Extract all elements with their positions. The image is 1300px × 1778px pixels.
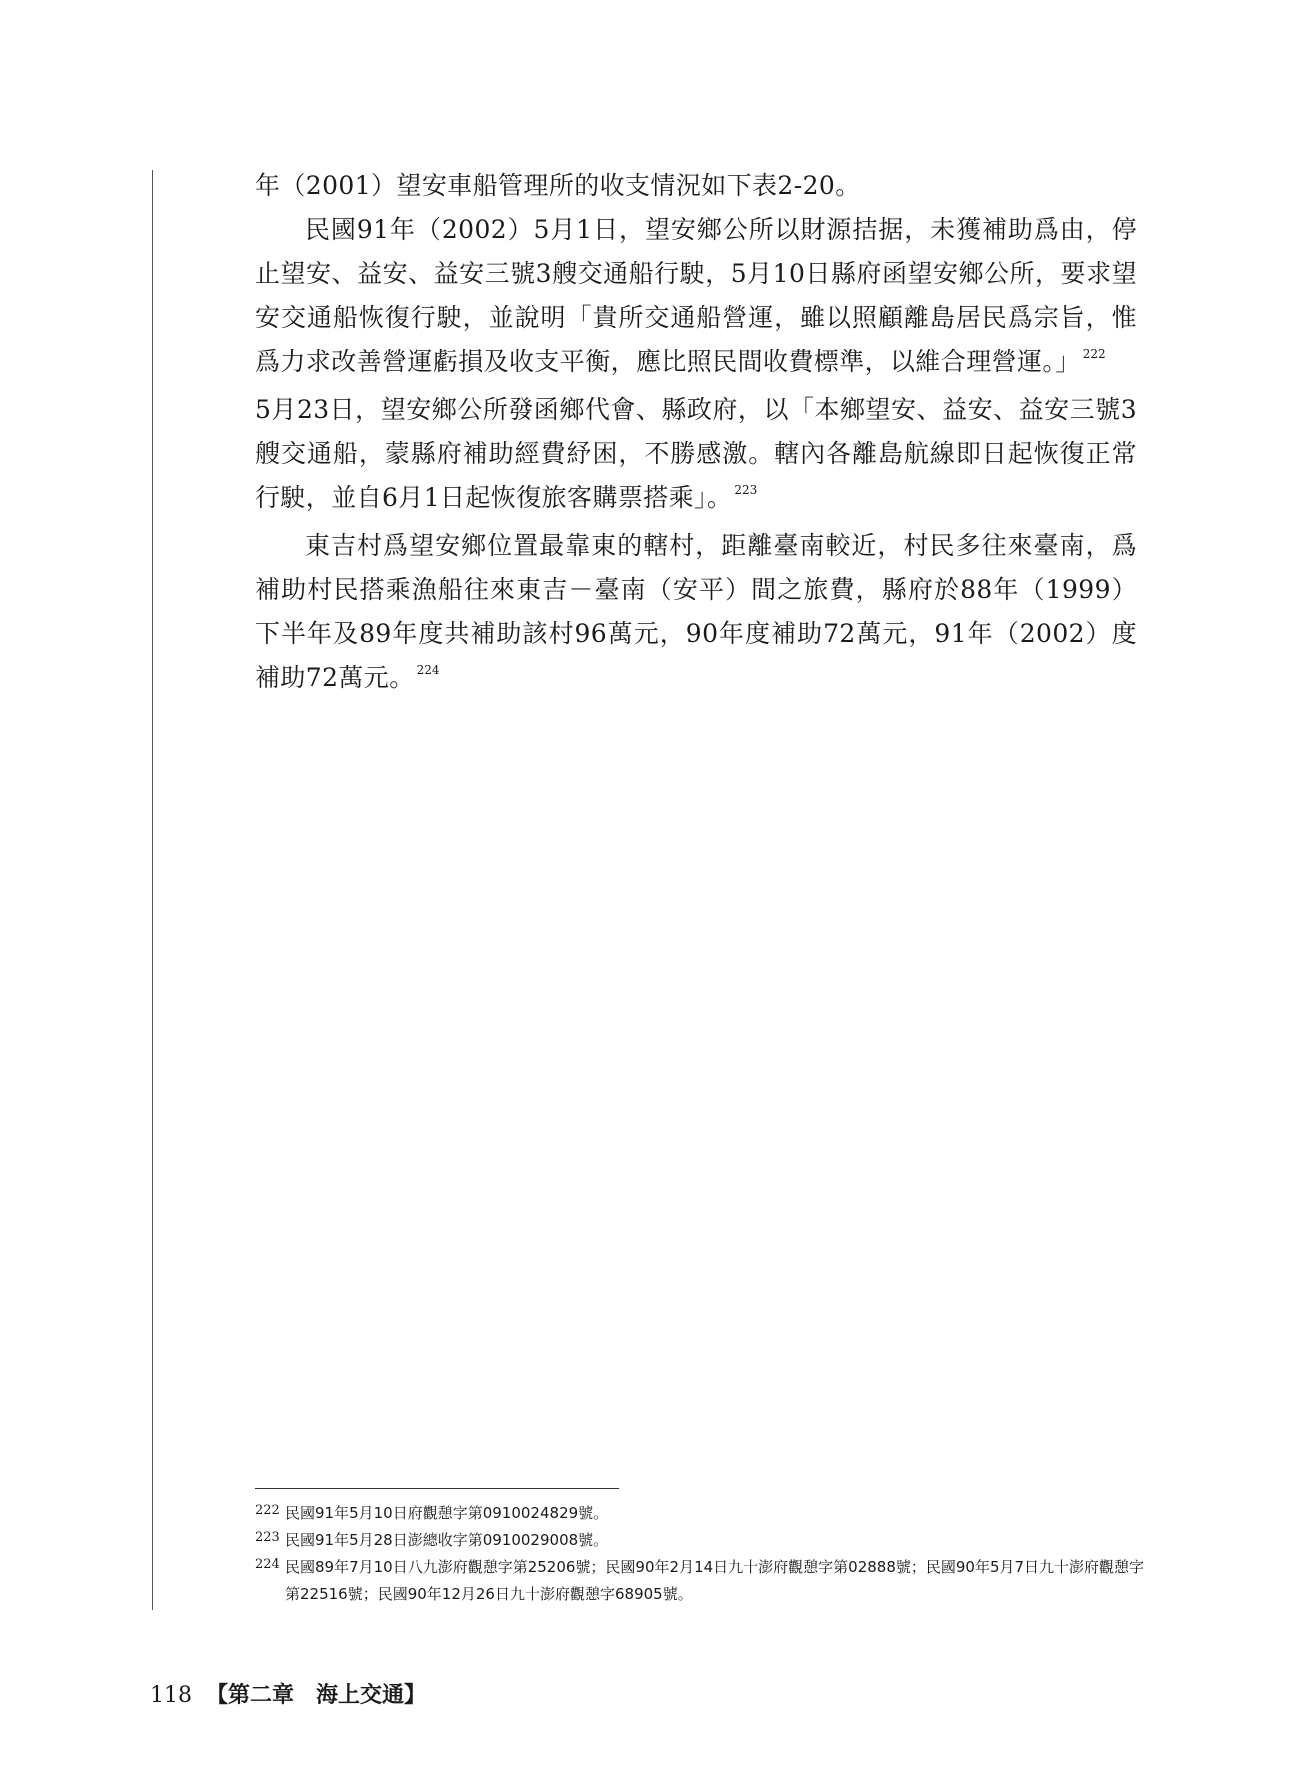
footnote-text: 民國89年7月10日八九澎府觀憩字第25206號；民國90年2月14日九十澎府觀憩字第02888號；民國90年5月7日九十澎府觀憩字第22516號；民國90年12月26日九十澎府觀憩字68905號。 <box>285 1558 1145 1603</box>
page-number: 118 <box>150 1683 192 1708</box>
footnote-224 <box>255 1554 1155 1608</box>
footnote-ref-224[interactable]: 224 <box>416 663 440 677</box>
footnote-text: 民國91年5月28日澎總收字第0910029008號。 <box>285 1531 609 1549</box>
footnote-text: 民國91年5月10日府觀憩字第0910024829號。 <box>285 1504 609 1522</box>
page-footer <box>150 1680 426 1711</box>
footnote-number: 222 <box>255 1503 280 1518</box>
body-text <box>255 164 1137 704</box>
footnote-separator <box>255 1488 619 1489</box>
paragraph-3: 5月23日，望安鄉公所發函鄉代會、縣政府，以「本鄉望安、益安、益安三號3艘交通船，蒙縣府補助經費紓困，不勝感激。轄內各離島航線即日起恢復正常行駛，並自6月1日起恢復旅客購票搭乘」。 $^{223}$ <box>255 395 1137 512</box>
footnote-ref-222[interactable]: 222 <box>1082 347 1106 361</box>
chapter-title: 【第二章 海上交通】 <box>206 1682 427 1708</box>
footnote-number: 223 <box>255 1530 280 1545</box>
footnotes <box>255 1500 1155 1608</box>
footnote-number: 224 <box>255 1557 280 1572</box>
footnote-223 <box>255 1527 1155 1554</box>
footnote-ref-223[interactable]: 223 <box>734 483 758 497</box>
paragraph-4: 東吉村爲望安鄉位置最靠東的轄村，距離臺南較近，村民多往來臺南，爲補助村民搭乘漁船往來東吉－臺南（安平）間之旅費，縣府於88年（1999）下半年及89年度共補助該村96萬元，90年度補助72萬元，91年（2002）度補助72萬元。 $^{224}$ <box>255 531 1137 692</box>
paragraph-1: 年（2001）望安車船管理所的收支情況如下表2-20。 <box>255 171 861 200</box>
paragraph-2: 民國91年（2002）5月1日，望安鄉公所以財源拮据，未獲補助爲由，停止望安、益安、益安三號3艘交通船行駛，5月10日縣府函望安鄉公所，要求望安交通船恢復行駛，並說明「貴所交通船營運，雖以照顧離島居民爲宗旨，惟爲力求改善營運虧損及收支平衡，應比照民間收費標準，以維合理營運。」 $^{222}$ <box>255 215 1137 376</box>
margin-rule <box>152 170 153 1610</box>
footnote-222 <box>255 1500 1155 1527</box>
